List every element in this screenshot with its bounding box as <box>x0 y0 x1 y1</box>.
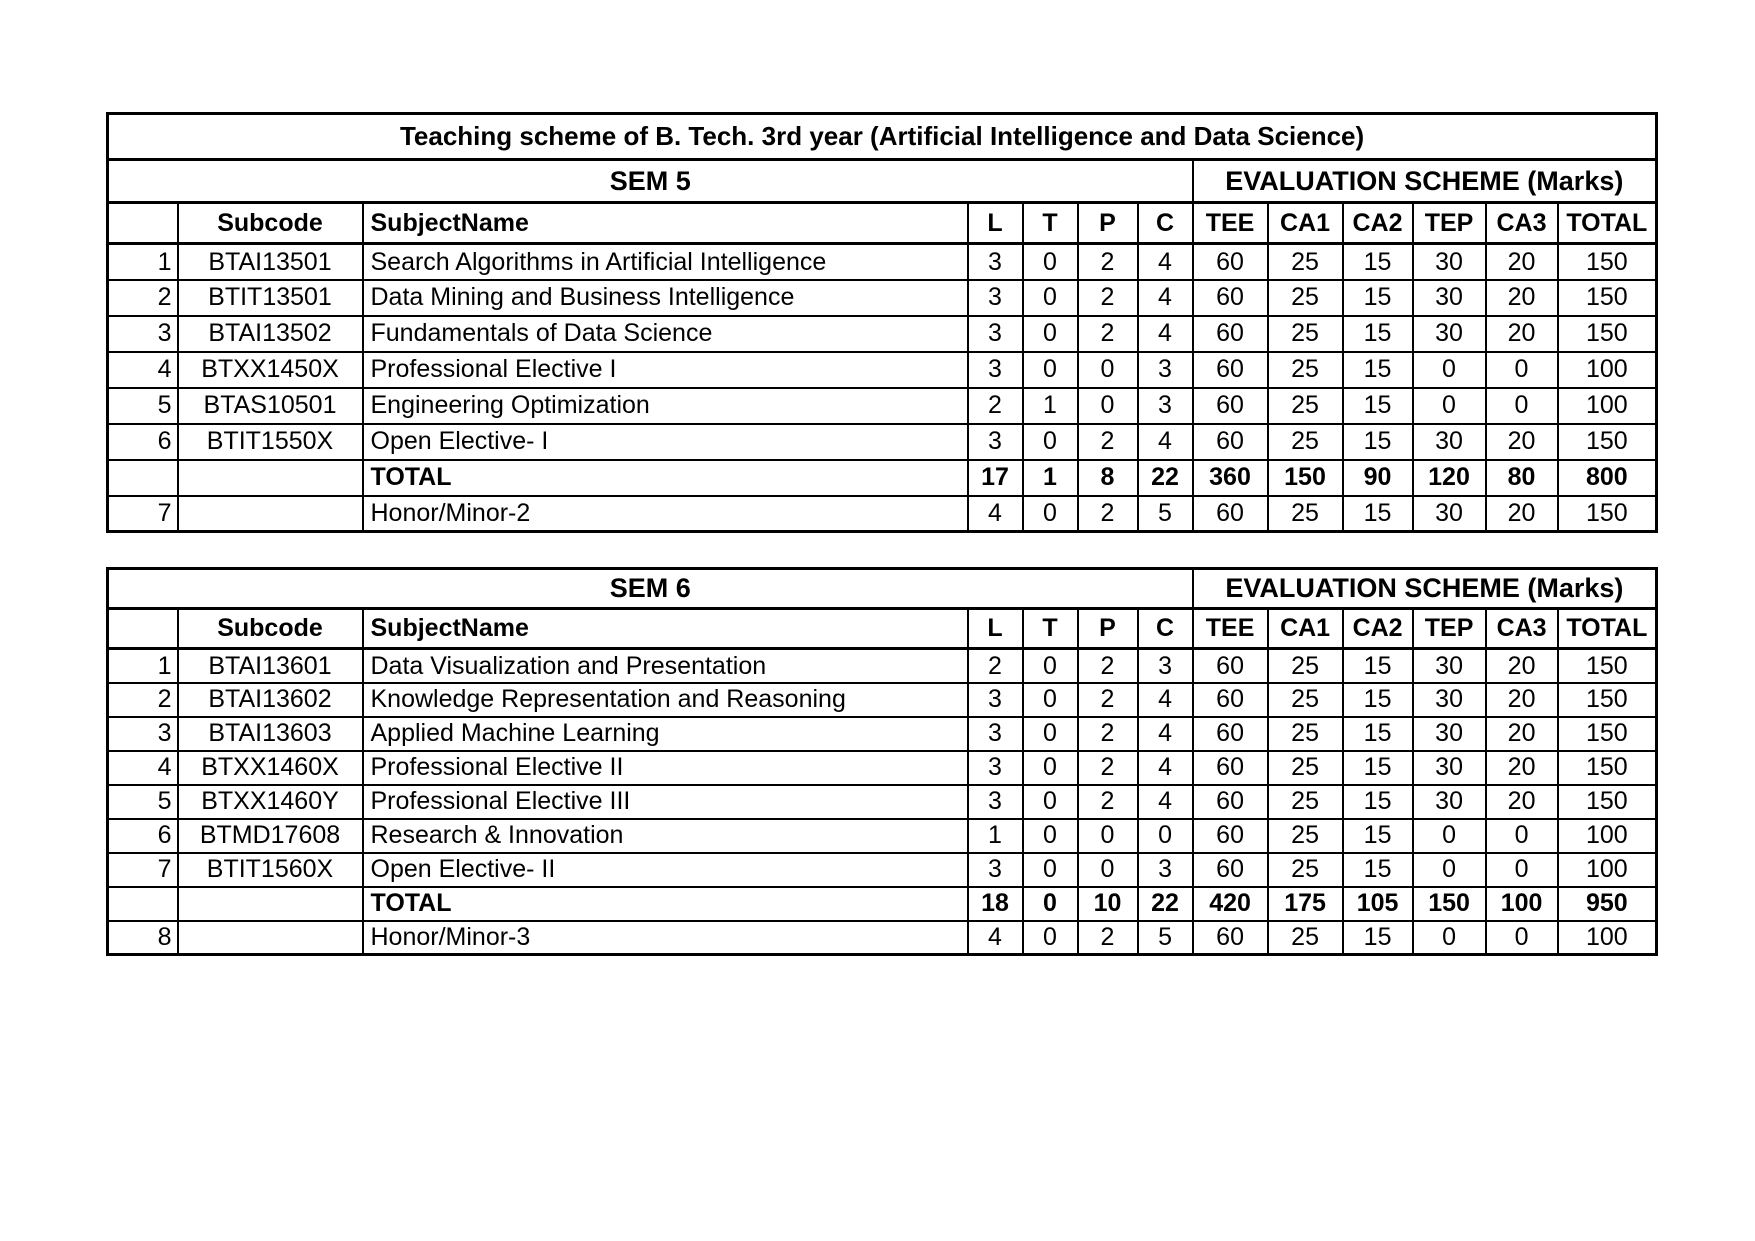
cell-mark-value: 2 <box>1078 785 1138 819</box>
cell-mark-value: 4 <box>1138 316 1193 352</box>
cell-mark-value: 150 <box>1413 887 1486 921</box>
header-cell-blank <box>108 203 178 244</box>
cell-mark-value: 20 <box>1486 649 1558 683</box>
cell-mark-value: 60 <box>1193 819 1268 853</box>
cell-mark-value: 150 <box>1558 785 1657 819</box>
header-cell-p: P <box>1078 609 1138 649</box>
cell-subject-name: Honor/Minor-2 <box>363 496 968 532</box>
cell-mark-value: 175 <box>1268 887 1343 921</box>
cell-mark-value: 100 <box>1558 352 1657 388</box>
cell-subcode <box>178 460 363 496</box>
cell-subcode <box>178 921 363 955</box>
cell-mark-value: 60 <box>1193 683 1268 717</box>
cell-mark-value: 150 <box>1558 751 1657 785</box>
cell-row-number: 5 <box>108 785 178 819</box>
cell-mark-value: 2 <box>1078 496 1138 532</box>
cell-mark-value: 3 <box>968 316 1023 352</box>
cell-mark-value: 30 <box>1413 244 1486 280</box>
cell-mark-value: 3 <box>1138 388 1193 424</box>
cell-mark-value: 0 <box>1023 785 1078 819</box>
cell-mark-value: 0 <box>1023 751 1078 785</box>
subject-row <box>108 352 1657 388</box>
header-cell-tee: TEE <box>1193 203 1268 244</box>
cell-mark-value: 4 <box>1138 717 1193 751</box>
cell-mark-value: 60 <box>1193 921 1268 955</box>
cell-mark-value: 2 <box>1078 649 1138 683</box>
cell-mark-value: 2 <box>1078 316 1138 352</box>
cell-mark-value: 4 <box>968 921 1023 955</box>
cell-mark-value: 950 <box>1558 887 1657 921</box>
cell-mark-value: 0 <box>1023 649 1078 683</box>
cell-mark-value: 20 <box>1486 683 1558 717</box>
cell-subcode: BTIT1550X <box>178 424 363 460</box>
cell-subcode: BTMD17608 <box>178 819 363 853</box>
cell-mark-value: 0 <box>1078 819 1138 853</box>
header-cell-ca3: CA3 <box>1486 609 1558 649</box>
cell-mark-value: 1 <box>1023 460 1078 496</box>
cell-mark-value: 60 <box>1193 316 1268 352</box>
cell-mark-value: 25 <box>1268 785 1343 819</box>
cell-mark-value: 15 <box>1343 649 1413 683</box>
subject-row <box>108 244 1657 280</box>
cell-mark-value: 0 <box>1413 819 1486 853</box>
cell-mark-value: 60 <box>1193 424 1268 460</box>
cell-mark-value: 60 <box>1193 649 1268 683</box>
cell-row-number <box>108 460 178 496</box>
cell-row-number: 8 <box>108 921 178 955</box>
cell-mark-value: 30 <box>1413 785 1486 819</box>
cell-mark-value: 18 <box>968 887 1023 921</box>
cell-mark-value: 150 <box>1558 280 1657 316</box>
cell-mark-value: 2 <box>1078 244 1138 280</box>
cell-mark-value: 3 <box>968 244 1023 280</box>
header-cell-total: TOTAL <box>1558 609 1657 649</box>
cell-mark-value: 0 <box>1486 352 1558 388</box>
cell-subcode: BTAS10501 <box>178 388 363 424</box>
cell-subcode: BTIT13501 <box>178 280 363 316</box>
cell-mark-value: 0 <box>1413 921 1486 955</box>
cell-mark-value: 60 <box>1193 785 1268 819</box>
cell-subcode: BTAI13603 <box>178 717 363 751</box>
cell-mark-value: 10 <box>1078 887 1138 921</box>
cell-mark-value: 25 <box>1268 280 1343 316</box>
cell-mark-value: 150 <box>1558 496 1657 532</box>
cell-subject-name: Fundamentals of Data Science <box>363 316 968 352</box>
header-cell-tep: TEP <box>1413 609 1486 649</box>
cell-row-number: 1 <box>108 244 178 280</box>
cell-mark-value: 100 <box>1558 853 1657 887</box>
cell-mark-value: 22 <box>1138 460 1193 496</box>
subject-row <box>108 717 1657 751</box>
cell-mark-value: 80 <box>1486 460 1558 496</box>
cell-mark-value: 0 <box>1023 244 1078 280</box>
cell-mark-value: 0 <box>1023 496 1078 532</box>
subject-row <box>108 785 1657 819</box>
total-row <box>108 460 1657 496</box>
cell-mark-value: 150 <box>1558 316 1657 352</box>
cell-subcode: BTXX1450X <box>178 352 363 388</box>
cell-mark-value: 2 <box>1078 424 1138 460</box>
cell-mark-value: 25 <box>1268 424 1343 460</box>
cell-row-number: 1 <box>108 649 178 683</box>
cell-mark-value: 4 <box>1138 244 1193 280</box>
cell-mark-value: 20 <box>1486 244 1558 280</box>
cell-mark-value: 15 <box>1343 717 1413 751</box>
cell-mark-value: 90 <box>1343 460 1413 496</box>
cell-mark-value: 0 <box>1486 853 1558 887</box>
section-row <box>108 160 1657 203</box>
cell-mark-value: 17 <box>968 460 1023 496</box>
cell-mark-value: 100 <box>1558 388 1657 424</box>
cell-mark-value: 25 <box>1268 751 1343 785</box>
cell-mark-value: 15 <box>1343 244 1413 280</box>
cell-subject-name: Professional Elective II <box>363 751 968 785</box>
cell-row-number: 5 <box>108 388 178 424</box>
cell-mark-value: 20 <box>1486 424 1558 460</box>
cell-mark-value: 3 <box>968 424 1023 460</box>
teaching-scheme-sheet <box>106 112 1658 956</box>
cell-mark-value: 15 <box>1343 280 1413 316</box>
cell-mark-value: 25 <box>1268 388 1343 424</box>
cell-mark-value: 25 <box>1268 496 1343 532</box>
subject-row <box>108 388 1657 424</box>
cell-mark-value: 105 <box>1343 887 1413 921</box>
cell-mark-value: 360 <box>1193 460 1268 496</box>
cell-mark-value: 25 <box>1268 244 1343 280</box>
cell-row-number: 2 <box>108 280 178 316</box>
cell-mark-value: 30 <box>1413 280 1486 316</box>
cell-mark-value: 800 <box>1558 460 1657 496</box>
header-cell-subcode: Subcode <box>178 609 363 649</box>
cell-mark-value: 0 <box>1023 352 1078 388</box>
cell-subcode <box>178 887 363 921</box>
cell-mark-value: 15 <box>1343 496 1413 532</box>
column-header-row <box>108 203 1657 244</box>
cell-mark-value: 0 <box>1078 352 1138 388</box>
cell-mark-value: 60 <box>1193 352 1268 388</box>
cell-mark-value: 30 <box>1413 316 1486 352</box>
cell-subject-name: Professional Elective I <box>363 352 968 388</box>
cell-mark-value: 2 <box>968 649 1023 683</box>
cell-subject-name: Applied Machine Learning <box>363 717 968 751</box>
cell-mark-value: 3 <box>968 751 1023 785</box>
subject-row <box>108 424 1657 460</box>
cell-row-number: 7 <box>108 853 178 887</box>
cell-mark-value: 420 <box>1193 887 1268 921</box>
header-cell-t: T <box>1023 203 1078 244</box>
cell-mark-value: 15 <box>1343 921 1413 955</box>
cell-subject-name: TOTAL <box>363 887 968 921</box>
cell-mark-value: 20 <box>1486 785 1558 819</box>
cell-mark-value: 4 <box>1138 280 1193 316</box>
cell-mark-value: 0 <box>1486 921 1558 955</box>
header-cell-blank <box>108 609 178 649</box>
cell-mark-value: 25 <box>1268 819 1343 853</box>
sem6-table <box>106 567 1658 956</box>
cell-mark-value: 3 <box>968 352 1023 388</box>
cell-mark-value: 4 <box>1138 424 1193 460</box>
cell-mark-value: 0 <box>1023 717 1078 751</box>
cell-mark-value: 4 <box>1138 683 1193 717</box>
cell-subject-name: Open Elective- I <box>363 424 968 460</box>
cell-mark-value: 30 <box>1413 683 1486 717</box>
subject-row <box>108 683 1657 717</box>
cell-subject-name: Data Visualization and Presentation <box>363 649 968 683</box>
subject-row <box>108 496 1657 532</box>
cell-mark-value: 60 <box>1193 853 1268 887</box>
cell-mark-value: 15 <box>1343 424 1413 460</box>
cell-mark-value: 15 <box>1343 316 1413 352</box>
header-cell-tep: TEP <box>1413 203 1486 244</box>
cell-mark-value: 2 <box>1078 921 1138 955</box>
header-cell-subcode: Subcode <box>178 203 363 244</box>
cell-mark-value: 150 <box>1558 649 1657 683</box>
subject-row <box>108 751 1657 785</box>
cell-mark-value: 0 <box>1023 853 1078 887</box>
cell-mark-value: 150 <box>1558 424 1657 460</box>
cell-mark-value: 0 <box>1078 853 1138 887</box>
cell-mark-value: 20 <box>1486 496 1558 532</box>
cell-mark-value: 2 <box>1078 717 1138 751</box>
header-cell-t: T <box>1023 609 1078 649</box>
cell-mark-value: 60 <box>1193 751 1268 785</box>
cell-mark-value: 0 <box>1023 921 1078 955</box>
cell-subcode: BTAI13602 <box>178 683 363 717</box>
cell-mark-value: 100 <box>1558 921 1657 955</box>
subject-row <box>108 853 1657 887</box>
cell-mark-value: 150 <box>1558 683 1657 717</box>
semester-label: SEM 6 <box>108 569 1193 609</box>
header-cell-l: L <box>968 609 1023 649</box>
cell-subject-name: Search Algorithms in Artificial Intelligence <box>363 244 968 280</box>
cell-mark-value: 15 <box>1343 388 1413 424</box>
cell-mark-value: 0 <box>1486 819 1558 853</box>
header-cell-l: L <box>968 203 1023 244</box>
subject-row <box>108 316 1657 352</box>
cell-mark-value: 25 <box>1268 853 1343 887</box>
cell-mark-value: 30 <box>1413 717 1486 751</box>
cell-mark-value: 3 <box>968 717 1023 751</box>
cell-mark-value: 0 <box>1023 280 1078 316</box>
cell-mark-value: 100 <box>1558 819 1657 853</box>
cell-mark-value: 15 <box>1343 683 1413 717</box>
cell-row-number: 6 <box>108 819 178 853</box>
header-cell-ca2: CA2 <box>1343 609 1413 649</box>
cell-mark-value: 150 <box>1558 717 1657 751</box>
cell-subject-name: Open Elective- II <box>363 853 968 887</box>
subject-row <box>108 921 1657 955</box>
cell-mark-value: 2 <box>1078 751 1138 785</box>
cell-mark-value: 0 <box>1023 424 1078 460</box>
cell-mark-value: 20 <box>1486 280 1558 316</box>
header-cell-total: TOTAL <box>1558 203 1657 244</box>
cell-mark-value: 100 <box>1486 887 1558 921</box>
header-cell-tee: TEE <box>1193 609 1268 649</box>
cell-mark-value: 0 <box>1023 316 1078 352</box>
cell-mark-value: 22 <box>1138 887 1193 921</box>
cell-mark-value: 60 <box>1193 388 1268 424</box>
cell-mark-value: 3 <box>1138 649 1193 683</box>
cell-row-number: 2 <box>108 683 178 717</box>
cell-mark-value: 15 <box>1343 751 1413 785</box>
cell-mark-value: 25 <box>1268 352 1343 388</box>
cell-row-number: 4 <box>108 352 178 388</box>
cell-mark-value: 20 <box>1486 751 1558 785</box>
cell-mark-value: 5 <box>1138 921 1193 955</box>
cell-mark-value: 0 <box>1413 388 1486 424</box>
cell-mark-value: 4 <box>1138 751 1193 785</box>
cell-mark-value: 15 <box>1343 785 1413 819</box>
cell-mark-value: 0 <box>1078 388 1138 424</box>
cell-mark-value: 8 <box>1078 460 1138 496</box>
cell-mark-value: 30 <box>1413 496 1486 532</box>
cell-mark-value: 25 <box>1268 921 1343 955</box>
cell-subcode: BTIT1560X <box>178 853 363 887</box>
cell-subcode: BTAI13501 <box>178 244 363 280</box>
cell-subject-name: TOTAL <box>363 460 968 496</box>
cell-mark-value: 25 <box>1268 683 1343 717</box>
cell-mark-value: 15 <box>1343 819 1413 853</box>
cell-subject-name: Engineering Optimization <box>363 388 968 424</box>
subject-row <box>108 649 1657 683</box>
cell-subject-name: Research & Innovation <box>363 819 968 853</box>
cell-row-number: 3 <box>108 717 178 751</box>
cell-mark-value: 30 <box>1413 649 1486 683</box>
cell-mark-value: 60 <box>1193 717 1268 751</box>
cell-mark-value: 150 <box>1268 460 1343 496</box>
section-row <box>108 569 1657 609</box>
cell-mark-value: 3 <box>968 853 1023 887</box>
cell-row-number: 6 <box>108 424 178 460</box>
cell-mark-value: 25 <box>1268 316 1343 352</box>
cell-mark-value: 3 <box>968 785 1023 819</box>
cell-mark-value: 3 <box>968 683 1023 717</box>
cell-mark-value: 3 <box>1138 853 1193 887</box>
table-title-row <box>108 114 1657 160</box>
cell-mark-value: 0 <box>1023 819 1078 853</box>
header-cell-ca2: CA2 <box>1343 203 1413 244</box>
subject-row <box>108 819 1657 853</box>
page-title: Teaching scheme of B. Tech. 3rd year (Artificial Intelligence and Data Science) <box>108 114 1657 160</box>
evaluation-scheme-label: EVALUATION SCHEME (Marks) <box>1193 160 1657 203</box>
cell-row-number: 4 <box>108 751 178 785</box>
column-header-row <box>108 609 1657 649</box>
cell-mark-value: 1 <box>1023 388 1078 424</box>
header-cell-ca1: CA1 <box>1268 609 1343 649</box>
cell-row-number <box>108 887 178 921</box>
cell-mark-value: 5 <box>1138 496 1193 532</box>
cell-row-number: 3 <box>108 316 178 352</box>
cell-subcode <box>178 496 363 532</box>
cell-mark-value: 20 <box>1486 717 1558 751</box>
cell-mark-value: 60 <box>1193 280 1268 316</box>
cell-subject-name: Professional Elective III <box>363 785 968 819</box>
header-cell-p: P <box>1078 203 1138 244</box>
cell-mark-value: 3 <box>1138 352 1193 388</box>
cell-mark-value: 60 <box>1193 496 1268 532</box>
cell-mark-value: 150 <box>1558 244 1657 280</box>
cell-mark-value: 0 <box>1486 388 1558 424</box>
cell-row-number: 7 <box>108 496 178 532</box>
header-cell-subjectname: SubjectName <box>363 203 968 244</box>
cell-mark-value: 2 <box>1078 280 1138 316</box>
header-cell-c: C <box>1138 609 1193 649</box>
cell-mark-value: 3 <box>968 280 1023 316</box>
cell-mark-value: 2 <box>968 388 1023 424</box>
cell-subcode: BTAI13601 <box>178 649 363 683</box>
header-cell-subjectname: SubjectName <box>363 609 968 649</box>
cell-mark-value: 2 <box>1078 683 1138 717</box>
cell-mark-value: 25 <box>1268 717 1343 751</box>
cell-mark-value: 60 <box>1193 244 1268 280</box>
semester-label: SEM 5 <box>108 160 1193 203</box>
cell-mark-value: 30 <box>1413 751 1486 785</box>
cell-mark-value: 0 <box>1023 887 1078 921</box>
cell-mark-value: 15 <box>1343 853 1413 887</box>
cell-mark-value: 20 <box>1486 316 1558 352</box>
cell-mark-value: 30 <box>1413 424 1486 460</box>
cell-mark-value: 25 <box>1268 649 1343 683</box>
sem5-table <box>106 112 1658 533</box>
cell-mark-value: 1 <box>968 819 1023 853</box>
cell-mark-value: 0 <box>1023 683 1078 717</box>
cell-subject-name: Knowledge Representation and Reasoning <box>363 683 968 717</box>
cell-mark-value: 15 <box>1343 352 1413 388</box>
cell-mark-value: 4 <box>1138 785 1193 819</box>
cell-mark-value: 120 <box>1413 460 1486 496</box>
subject-row <box>108 280 1657 316</box>
cell-mark-value: 0 <box>1138 819 1193 853</box>
header-cell-ca3: CA3 <box>1486 203 1558 244</box>
cell-subcode: BTAI13502 <box>178 316 363 352</box>
cell-subcode: BTXX1460Y <box>178 785 363 819</box>
cell-mark-value: 0 <box>1413 853 1486 887</box>
cell-subcode: BTXX1460X <box>178 751 363 785</box>
evaluation-scheme-label: EVALUATION SCHEME (Marks) <box>1193 569 1657 609</box>
total-row <box>108 887 1657 921</box>
cell-mark-value: 4 <box>968 496 1023 532</box>
header-cell-ca1: CA1 <box>1268 203 1343 244</box>
cell-mark-value: 0 <box>1413 352 1486 388</box>
cell-subject-name: Data Mining and Business Intelligence <box>363 280 968 316</box>
header-cell-c: C <box>1138 203 1193 244</box>
cell-subject-name: Honor/Minor-3 <box>363 921 968 955</box>
